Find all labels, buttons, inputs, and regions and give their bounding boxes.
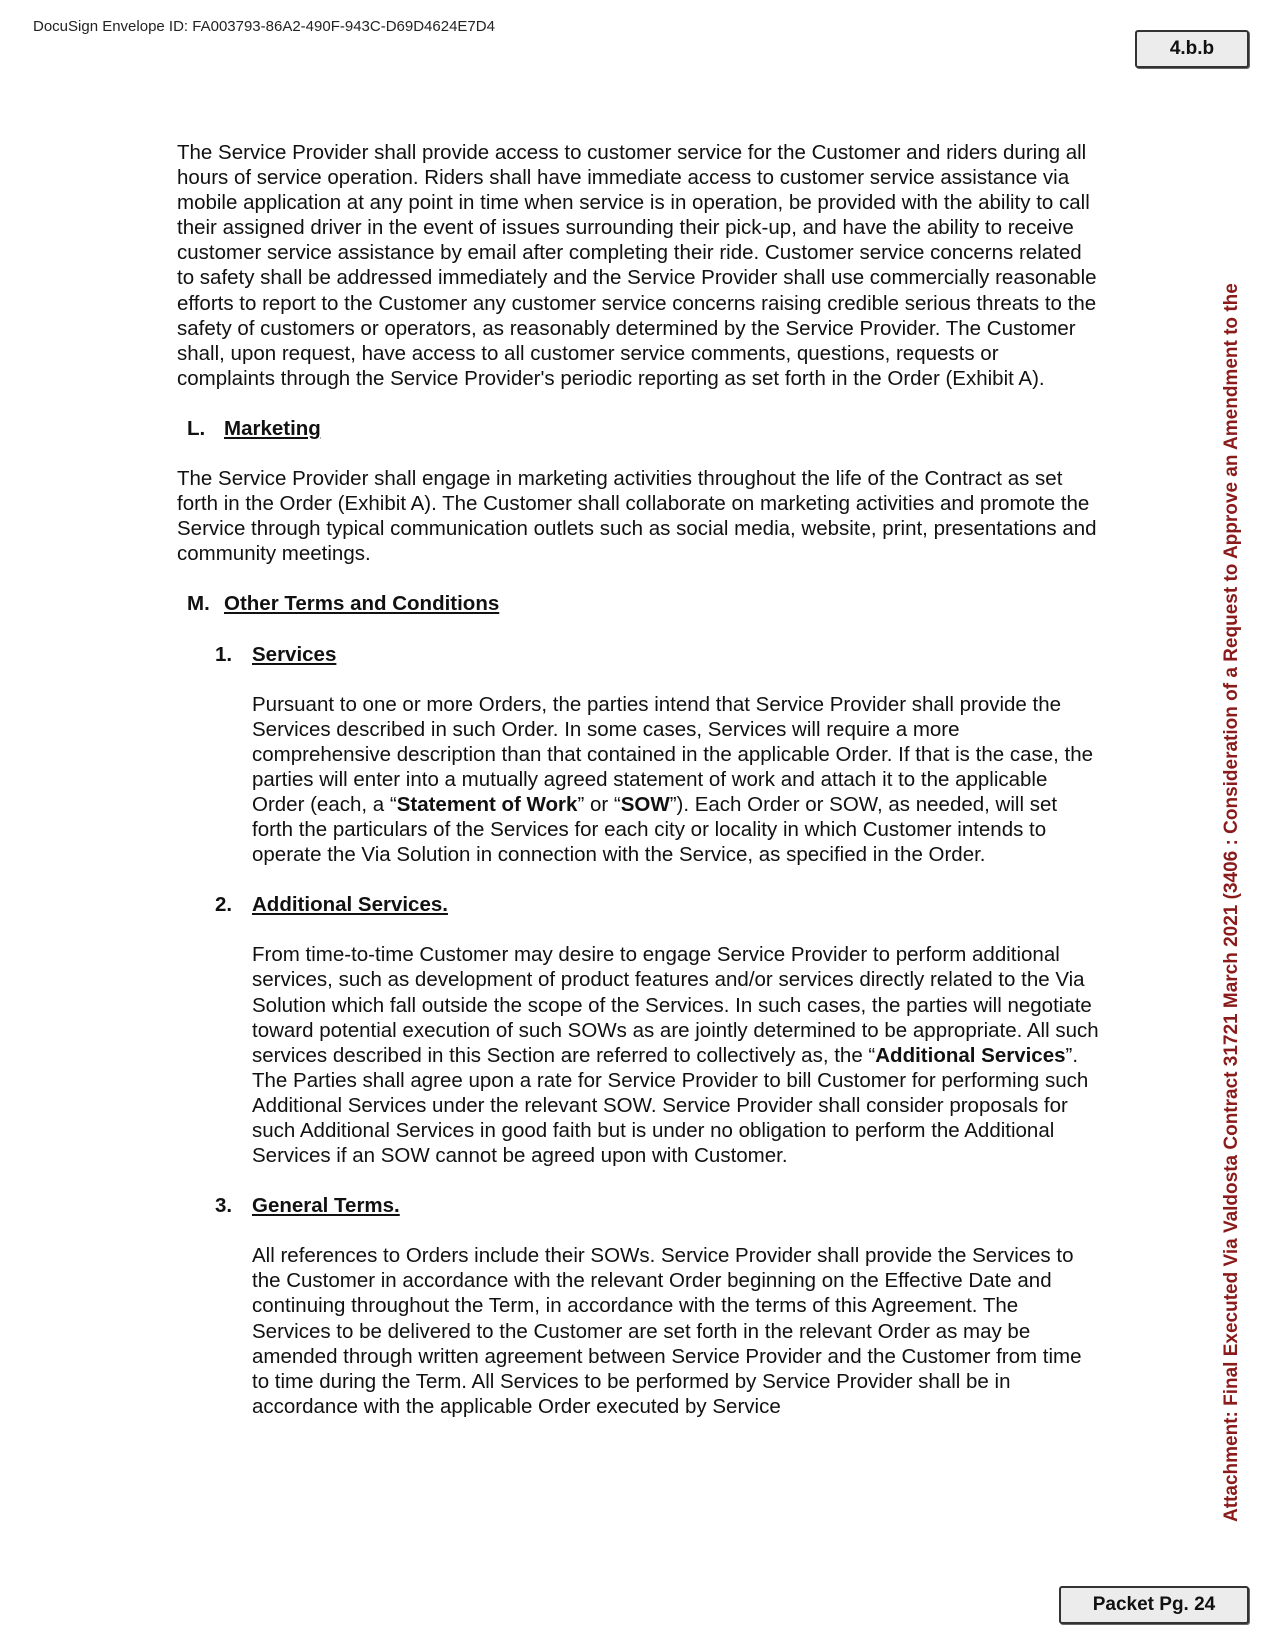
additional-services-paragraph — [252, 942, 1102, 1168]
subsection-heading-services — [215, 642, 1102, 667]
defined-term: SOW — [620, 792, 670, 816]
subsection-number: 2. — [215, 893, 233, 917]
packet-page-number: Packet Pg. 24 — [1059, 1586, 1249, 1624]
marketing-paragraph: The Service Provider shall engage in marketing activities throughout the life of the Contract as set forth in the Order (Exhibit A). The Customer shall collaborate on marketing activities and promote the Service through typical communication outlets such as social media, website, print, presentations and community meetings. — [177, 467, 1097, 566]
text-run: ”. The Parties shall agree upon a rate for Service Provider to bill Customer for performing such Additional Services under the relevant SOW. Service Provider shall consider proposals for such Additional Services in good faith but is under no obligation to perform the Additional Services if an SOW cannot be agreed upon with Customer. — [252, 1043, 1089, 1168]
text-run: Pursuant to one or more Orders, the parties intend that Service Provider shall provide the Services described in such Order. In some cases, Services will require a more comprehensive description than that contained in the applicable Order. If that is the case, the parties will enter into a mutually agreed statement of work and attach it to the applicable Order (each, a “ — [252, 692, 1094, 816]
side-attachment-note: Attachment: Final Executed Via Valdosta Contract 31721 March 2021 (3406 : Consideration of a Request to Approve an Amendment to the — [1221, 283, 1242, 1522]
document-body — [177, 140, 1102, 1419]
defined-term: Statement of Work — [396, 792, 578, 816]
envelope-id: DocuSign Envelope ID: FA003793-86A2-490F-943C-D69D4624E7D4 — [33, 18, 495, 35]
section-title: Marketing — [224, 416, 321, 440]
section-letter: M. — [187, 592, 210, 616]
section-title: Other Terms and Conditions — [224, 592, 500, 616]
subsection-heading-additional-services — [215, 892, 1102, 917]
subsection-number: 1. — [215, 642, 233, 666]
subsection-title: General Terms. — [252, 1194, 400, 1218]
subsection-title: Services — [252, 642, 337, 666]
section-l-heading — [187, 416, 1102, 441]
services-paragraph — [252, 692, 1102, 868]
subsection-title: Additional Services. — [252, 893, 448, 917]
item-tag: 4.b.b — [1135, 30, 1249, 68]
customer-service-paragraph: The Service Provider shall provide access to customer service for the Customer and riders during all hours of service operation. Riders shall have immediate access to customer service assistance via mobile application at any point in time when service is in operation, be provided with the ability to call their assigned driver in the event of issues surrounding their pick-up, and have the ability to receive customer service assistance by email after completing their ride. Customer service concerns related to safety shall be addressed immediately and the Service Provider shall use commercially reasonable efforts to report to the Customer any customer service concerns raising credible serious threats to the safety of customers or operators, as reasonably determined by the Service Provider. The Customer shall, upon request, have access to all customer service comments, questions, requests or complaints through the Service Provider's periodic reporting as set forth in the Order (Exhibit A). — [177, 141, 1097, 390]
defined-term: Additional Services — [875, 1043, 1066, 1067]
general-terms-paragraph: All references to Orders include their SOWs. Service Provider shall provide the Services to the Customer in accordance with the relevant Order beginning on the Effective Date and continuing throughout the Term, in accordance with the terms of this Agreement. The Services to be delivered to the Customer are set forth in the relevant Order as may be amended through written agreement between Service Provider and the Customer from time to time during the Term. All Services to be performed by Service Provider shall be in accordance with the applicable Order executed by Service — [252, 1244, 1082, 1418]
section-letter: L. — [187, 416, 206, 440]
text-run: From time-to-time Customer may desire to engage Service Provider to perform additional services, such as development of product features and/or services directly related to the Via Solution which fall outside the scope of the Services. In such cases, the parties will negotiate toward potential execution of such SOWs as are jointly determined to be appropriate. All such services described in this Section are referred to collectively as, the “ — [252, 943, 1099, 1067]
subsection-heading-general-terms — [215, 1193, 1102, 1218]
text-run: ” or “ — [577, 792, 621, 816]
section-m-heading — [187, 591, 1102, 616]
text-run: ”). Each Order or SOW, as needed, will set forth the particulars of the Services for each city or locality in which Customer intends to operate the Via Solution in connection with the Service, as specified in the Order. — [252, 792, 1058, 867]
subsection-number: 3. — [215, 1194, 233, 1218]
